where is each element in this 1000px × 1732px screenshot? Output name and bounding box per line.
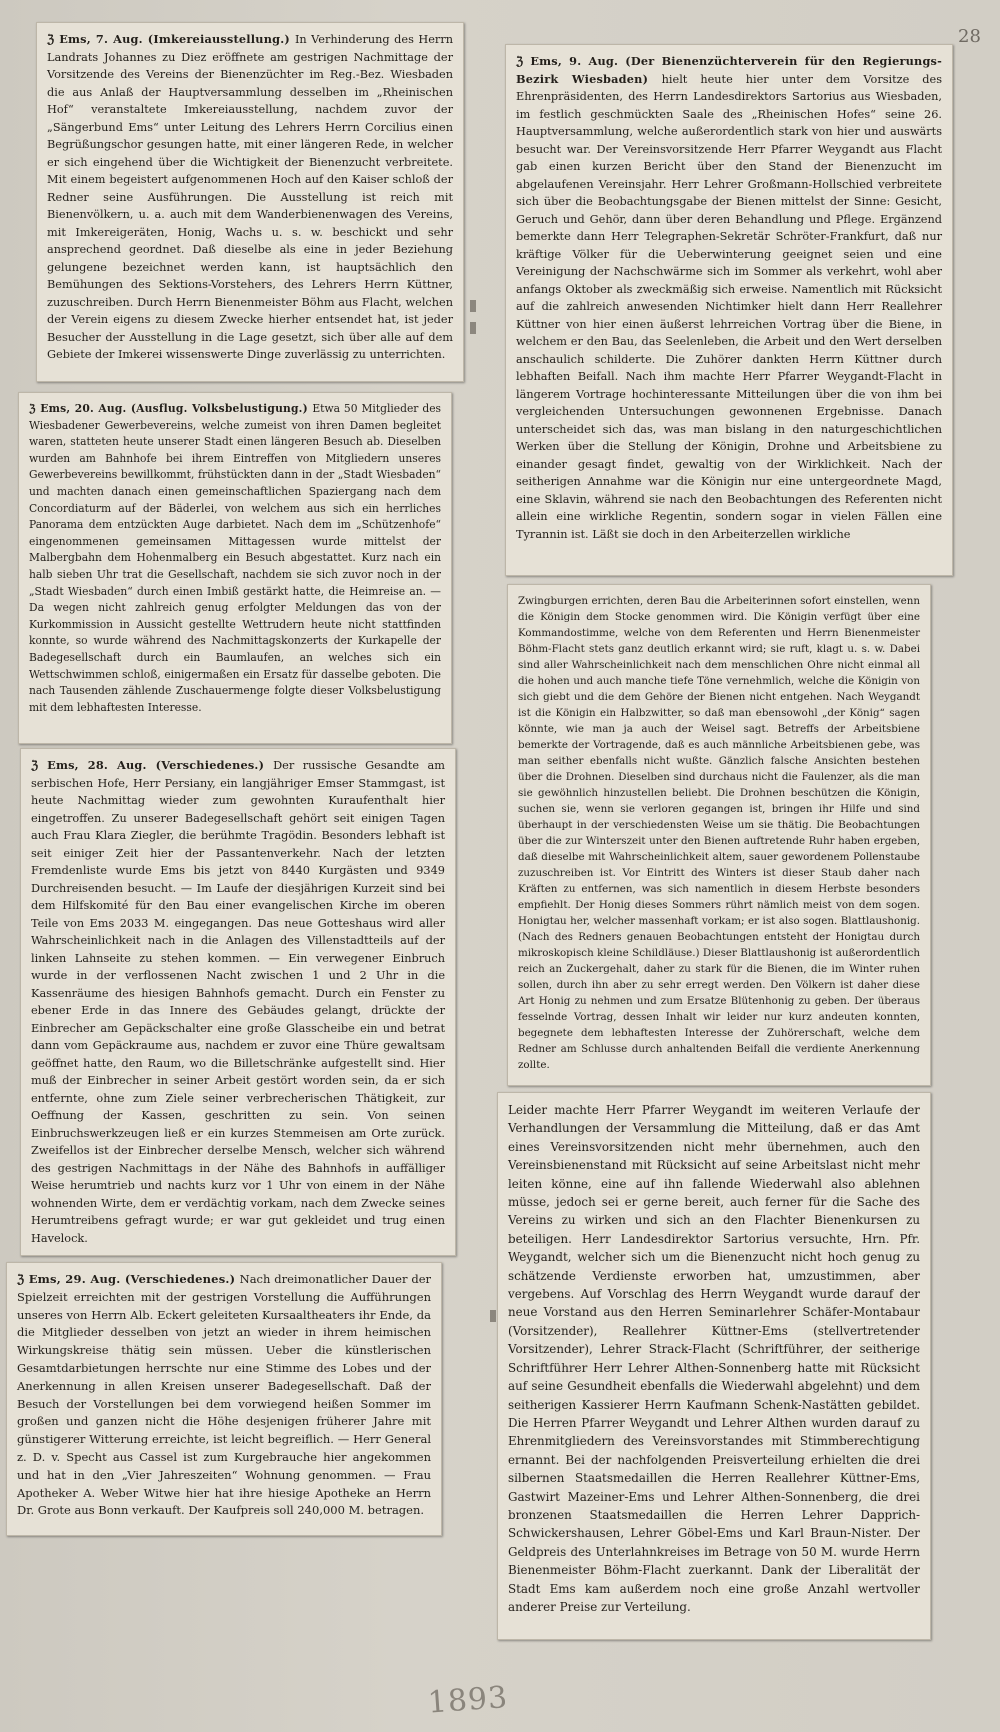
clipping-text: Leider machte Herr Pfarrer Weygandt im weiteren Verlaufe der Verhandlungen der Versammlung die Mitteilung, daß er das Amt eines Vereinsvorsitzenden nicht mehr übernehmen, auch den Vereinsbienenstand mit Rücksicht auf seine Arbeitslast nicht mehr leiten könne, eine auf ihn fallende Wiederwahl also ablehnen müsse, jedoch sei er gerne bereit, auch ferner für die Sache des Vereins zu wirken und sich an den Flachter Bienenkursen zu beteiligen. Herr Landesdirektor Sartorius versuchte, Hrn. Pfr. Weygandt, welcher sich um die Bienenzucht nicht hoch genug zu schätzende Verdienste erworben hat, umzustimmen, aber vergebens. Auf Vorschlag des Herrn Weygandt wurde darauf der neue Vorstand aus den Herren Seminarlehrer Schäfer-Montabaur (Vorsitzender), Reallehrer Küttner-Ems (stellvertretender Vorsitzender), Lehrer Strack-Flacht (Schriftführer, der seitherige Schriftführer Herr Lehrer Althen-Sonnenberg hatte mit Rücksicht auf seine Gesundheit ebenfalls die Wiederwahl abgelehnt) und dem seitherigen Kassierer Herrn Kaufmann Schenk-Nastätten gebildet. Die Herren Pfarrer Weygandt und Lehrer Althen wurden darauf zu Ehrenmitgliedern des Vereinsvorstandes mit Stimmberechtigung ernannt. Bei der nachfolgenden Preisverteilung erhielten die drei silbernen Staatsmedaillen die Herren Reallehrer Küttner-Ems, Gastwirt Mazeiner-Ems und Lehrer Althen-Sonnenberg, die drei bronzenen Staatsmedaillen die Herren Lehrer Dapprich-Schwickershausen, Lehrer Göbel-Ems und Karl Braun-Nister. Der Geldpreis des Unterlahnkreises im Betrage von 50 M. wurde Herrn Bienenmeister Böhm-Flacht zuerkannt. Dank der Liberalität der Stadt Ems kam außerdem noch eine große Anzahl wertvoller anderer Preise zur Verteilung. bbox=[508, 1103, 920, 1614]
clipping-verschiedenes-29 bbox=[6, 1262, 442, 1536]
handwritten-year: 1893 bbox=[426, 1680, 510, 1721]
clipping-bienenzuechterverein-continued bbox=[507, 584, 931, 1086]
clipping-ausflug bbox=[18, 392, 452, 744]
edge-mark bbox=[490, 1310, 496, 1322]
clipping-heading: ℨ Ems, 20. Aug. (Ausflug. Volksbelustigung.) bbox=[29, 402, 313, 415]
clipping-text: In Verhinderung des Herrn Landrats Johannes zu Diez eröffnete am gestrigen Nachmittage der Vorsitzende des Vereins der Bienenzüchter im Reg.-Bez. Wiesbaden die aus Anlaß der Hauptversammlung desselben im „Rheinischen Hof“ veranstaltete Imkereiausstellung, nachdem zuvor der „Sängerbund Ems“ unter Leitung des Lehrers Herrn Corcilius einen Begrüßungschor gesungen hatte, mit einer längeren Rede, in welcher er sich eingehend über die Wichtigkeit der Bienenzucht verbreitete. Mit einem begeistert aufgenommenen Hoch auf den Kaiser schloß der Redner seine Ausführungen. Die Ausstellung ist reich mit Bienenvölkern, u. a. auch mit dem Wanderbienenwagen des Vereins, mit Imkereigeräten, Honig, Wachs u. s. w. beschickt und sehr ansprechend geordnet. Daß dieselbe als eine in jeder Beziehung gelungene bezeichnet werden kann, ist hauptsächlich den Bemühungen des Sektions-Vorstehers, des Lehrers Herrn Küttner, zuzuschreiben. Durch Herrn Bienenmeister Böhm aus Flacht, welchen der Verein eigens zu diesem Zwecke hierher entsendet hat, ist jeder Besucher der Ausstellung in die Lage gesetzt, sich über alle auf dem Gebiete der Imkerei wissenswerte Dinge zuverlässig zu unterrichten. bbox=[47, 33, 453, 361]
clipping-verschiedenes-28 bbox=[20, 748, 456, 1256]
clipping-text: Etwa 50 Mitglieder des Wiesbadener Gewerbevereins, welche zumeist von ihren Damen begleitet waren, statteten heute unserer Stadt einen längeren Besuch ab. Dieselben wurden am Bahnhofe bei ihrem Eintreffen von Mitgliedern unseres Gewerbevereins bewillkommt, frühstückten dann in der „Stadt Wiesbaden“ und machten danach einen gemeinschaftlichen Spaziergang nach dem Concordiaturm auf der Bäderlei, von welchem aus sich ein herrliches Panorama dem entzückten Auge darbietet. Nach dem im „Schützenhofe“ eingenommenen gemeinsamen Mittagessen wurde mittelst der Malbergbahn dem Hohenmalberg ein Besuch abgestattet. Kurz nach ein halb sieben Uhr trat die Gesellschaft, nachdem sie sich zuvor noch in der „Stadt Wiesbaden“ durch einen Imbiß gestärkt hatte, die Heimreise an. — Da wegen nicht zahlreich genug erfolgter Meldungen das von der Kurkommission in Aussicht gestellte Wettrudern heute nicht stattfinden konnte, so wurde während des Nachmittagskonzerts der Kurkapelle der Badegesellschaft durch ein Baumlaufen, an welches sich ein Wettschwimmen schloß, einigermaßen ein Ersatz für dasselbe geboten. Die nach Tausenden zählende Zuschauermenge folgte dieser Volksbelustigung mit dem lebhaftesten Interesse. bbox=[29, 402, 441, 714]
clipping-bienenzuechterverein bbox=[505, 44, 953, 576]
clipping-text: Der russische Gesandte am serbischen Hofe, Herr Persiany, ein langjähriger Emser Stammgast, ist heute Nachmittag wieder zum gewohnten Kuraufenthalt hier eingetroffen. Zu unserer Badegesellschaft gehört seit einigen Tagen auch Frau Klara Ziegler, die berühmte Tragödin. Besonders lebhaft ist seit einiger Zeit hier der Passantenverkehr. Nach der letzten Fremdenliste wurde Ems bis jetzt von 8440 Kurgästen und 9349 Durchreisenden besucht. — Im Laufe der diesjährigen Kurzeit sind bei dem Hilfskomité für den Bau einer evangelischen Kirche im oberen Teile von Ems 2033 M. eingegangen. Das neue Gotteshaus wird aller Wahrscheinlichkeit nach in die Anlagen des Villenstadtteils auf der linken Lahnseite zu stehen kommen. — Ein verwegener Einbruch wurde in der verflossenen Nacht zwischen 1 und 2 Uhr in die Kassenräume des hiesigen Bahnhofs gemacht. Durch ein Fenster zu ebener Erde in das Innere des Gebäudes gelangt, drückte der Einbrecher am Gepäckschalter eine große Glasscheibe ein und betrat dann vom Gepäckraume aus, nachdem er zuvor eine Thüre gewaltsam geöffnet hatte, den Raum, wo die Billetschränke aufgestellt sind. Hier muß der Einbrecher in seiner Arbeit gestört worden sein, da er sich entfernte, ohne zum Ziele seiner verbrecherischen Thätigkeit, zur Oeffnung der Kassen, geschritten zu sein. Von seinen Einbruchswerkzeugen ließ er ein kurzes Stemmeisen am Orte zurück. Zweifellos ist der Einbrecher derselbe Mensch, welcher sich während des gestrigen Nachmittags in der Nähe des Bahnhofs in auffälliger Weise herumtrieb und nachts kurz vor 1 Uhr von einem in der Nähe wohnenden Wirte, dem er verdächtig vorkam, nach dem Zwecke seines Herumtreibens gefragt wurde; er war gut gekleidet und trug einen Havelock. bbox=[31, 759, 445, 1245]
clipping-heading: ℨ Ems, 29. Aug. (Verschiedenes.) bbox=[17, 1272, 240, 1286]
clipping-heading: ℨ Ems, 28. Aug. (Verschiedenes.) bbox=[31, 758, 274, 772]
page-number: 28 bbox=[958, 28, 981, 47]
clipping-text: Zwingburgen errichten, deren Bau die Arbeiterinnen sofort einstellen, wenn die Königin dem Stocke genommen wird. Die Königin verfügt über eine Kommandostimme, welche von dem Referenten und Herrn Bienenmeister Böhm-Flacht stets ganz deutlich erkannt wird; sie ruft, klagt u. s. w. Dabei sind aller Wahrscheinlichkeit nach dem menschlichen Ohre nicht einmal all die hohen und auch manche tiefe Töne vernehmlich, welche die Königin von sich giebt und die dem Gehöre der Bienen nicht entgehen. Nach Weygandt ist die Königin ein Halbzwitter, so daß man ebensowohl „der König“ sagen könnte, wie man ja auch der Weisel sagt. Betreffs der Arbeitsbiene bemerkte der Vortragende, daß es auch männliche Arbeitsbienen gebe, was man seither ebenfalls nicht wußte. Gänzlich falsche Ansichten bestehen über die Drohnen. Dieselben sind durchaus nicht die Faulenzer, als die man sie gewöhnlich hinzustellen beliebt. Die Drohnen beschützen die Königin, suchen sie, wenn sie verloren gegangen ist, bringen ihr Hilfe und sind überhaupt in der verschiedensten Weise um sie thätig. Die Beobachtungen über die zur Winterszeit unter den Bienen auftretende Ruhr haben ergeben, daß dieselbe mit Wahrscheinlichkeit altem, sauer gewordenem Pollenstaube zuzuschreiben ist. Vor Eintritt des Winters ist dieser Staub daher nach Kräften zu entfernen, was sich namentlich in diesem Herbste besonders empfiehlt. Der Honig dieses Sommers rührt nämlich meist von dem sogen. Honigtau her, welcher massenhaft vorkam; er ist also sogen. Blattlaushonig. (Nach des Redners genauen Beobachtungen entsteht der Honigtau durch mikroskopisch kleine Schildläuse.) Dieser Blattlaushonig ist außerordentlich reich an Zuckergehalt, daher zu stark für die Bienen, die im Winter ruhen sollen, durch ihn aber zu sehr erregt werden. Den Völkern ist daher diese Art Honig zu nehmen und zum Ersatze Blütenhonig zu geben. Der überaus fesselnde Vortrag, dessen Inhalt wir leider nur kurz andeuten konnten, begegnete dem lebhaftesten Interesse der Zuhörerschaft, welche dem Redner am Schlusse durch anhaltenden Beifall die verdiente Anerkennung zollte. bbox=[518, 595, 920, 1071]
clipping-text: hielt heute hier unter dem Vorsitze des Ehrenpräsidenten, des Herrn Landesdirektors Sartorius aus Wiesbaden, im festlich geschmückten Saale des „Rheinischen Hofes“ seine 26. Hauptversammlung, welche außerordentlich stark von hier und auswärts besucht war. Der Vereinsvorsitzende Herr Pfarrer Weygandt aus Flacht gab einen kurzen Bericht über den Stand der Bienenzucht im abgelaufenen Vereinsjahr. Herr Lehrer Großmann-Hollschied verbreitete sich über die Beobachtungsgabe der Bienen mittelst der Sinne: Gesicht, Geruch und Gehör, dann über deren Behandlung und Pflege. Ergänzend bemerkte dann Herr Telegraphen-Sekretär Schröter-Frankfurt, daß nur kräftige Völker für die Ueberwinterung geeignet seien und eine Vereinigung der Nachschwärme sich im Sommer als verkehrt, wohl aber anfangs Oktober als zweckmäßig sich erweise. Namentlich mit Rücksicht auf die zahlreich anwesenden Nichtimker hielt dann Herr Reallehrer Küttner von hier einen äußerst lehrreichen Vortrag über die Biene, in welchem er den Bau, das Seelenleben, die Arbeit und den Wert derselben anschaulich schilderte. Die Zuhörer dankten Herrn Küttner durch lebhaften Beifall. Nach ihm machte Herr Pfarrer Weygandt-Flacht in längerem Vortrage hochinteressante Mitteilungen über die von ihm bei vergleichenden Untersuchungen gewonnenen Ergebnisse. Danach unterscheidet sich das, was man bislang in den naturgeschichtlichen Werken über die Stellung der Königin, Drohne und Arbeitsbiene zu einander gesagt findet, gewaltig von der Wirklichkeit. Nach der seitherigen Annahme war die Königin nur eine untergeordnete Magd, eine Sklavin, während sie nach den Beobachtungen des Referenten nicht allein eine wirkliche Regentin, sondern sogar in vielen Fällen eine Tyrannin ist. Läßt sie doch in den Arbeiterzellen wirkliche bbox=[516, 72, 942, 541]
clipping-heading: ℨ Ems, 9. Aug. (Der Bienenzüchterverein für den Regierungs-Bezirk Wiesbaden) bbox=[516, 54, 942, 86]
clipping-imkereiausstellung bbox=[36, 22, 464, 382]
edge-mark bbox=[470, 300, 476, 312]
clipping-text: Nach dreimonatlicher Dauer der Spielzeit erreichten mit der gestrigen Vorstellung die Aufführungen unseres von Herrn Alb. Eckert geleiteten Kursaaltheaters ihr Ende, da die Mitglieder desselben von jetzt an wieder in ihrem heimischen Wirkungskreise thätig sein müssen. Ueber die künstlerischen Gesamtdarbietungen herrschte nur eine Stimme des Lobes und der Anerkennung in allen Kreisen unserer Badegesellschaft. Daß der Besuch der Vorstellungen bei dem vorwiegend heißen Sommer im großen und ganzen nicht die Höhe desjenigen früherer Jahre mit günstigerer Witterung erreichte, ist leicht begreiflich. — Herr General z. D. v. Specht aus Cassel ist zum Kurgebrauche hier angekommen und hat in den „Vier Jahreszeiten“ Wohnung genommen. — Frau Apotheker A. Weber Witwe hier hat ihre hiesige Apotheke an Herrn Dr. Grote aus Bonn verkauft. Der Kaufpreis soll 240,000 M. betragen. bbox=[17, 1272, 431, 1518]
edge-mark bbox=[470, 322, 476, 334]
clipping-bienenzuechterverein-end bbox=[497, 1092, 931, 1640]
clipping-heading: ℨ Ems, 7. Aug. (Imkereiausstellung.) bbox=[47, 32, 295, 46]
